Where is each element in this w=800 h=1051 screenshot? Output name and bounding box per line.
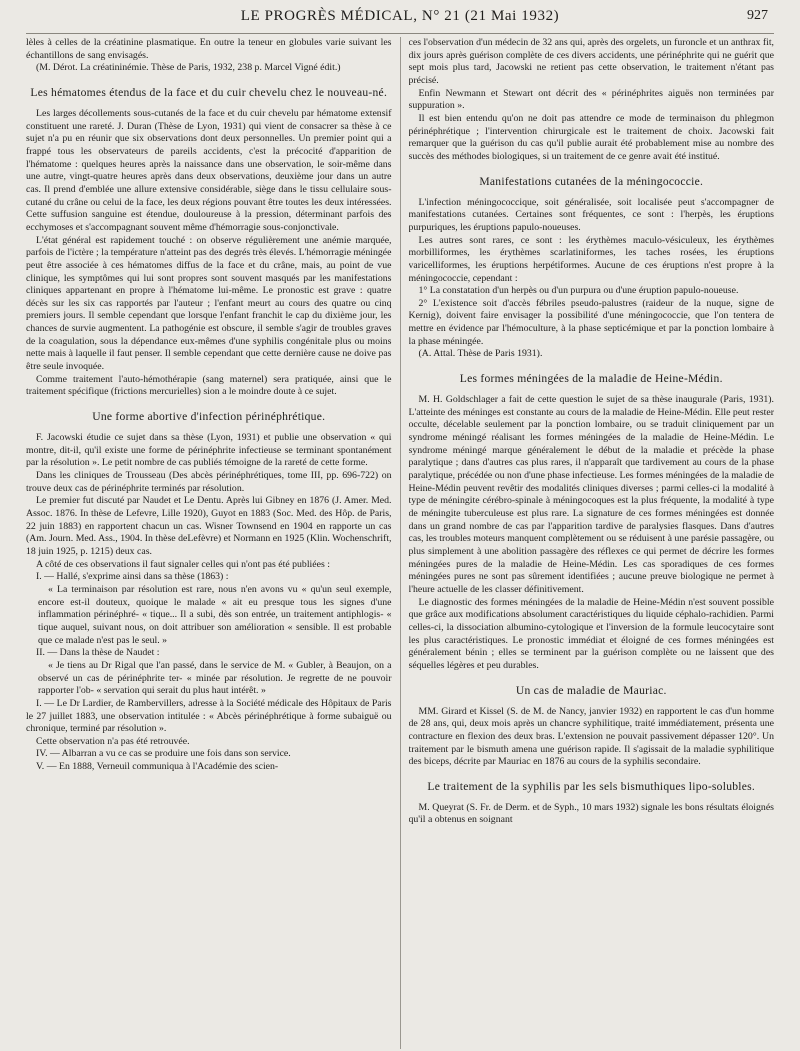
- paragraph: Les larges décollements sous-cutanés de la face et du cuir chevelu par hématome extensif constituent une rareté. J. Duran (Thèse de Lyon, 1931) qui vient de consacrer sa thèse à ce sujet n'a pu en réunir que six observations dont deux personnelles. Un premier point qui a frappé tous les observateurs de pareils accidents, c'est la précocité d'apparition de l'hématome : quelques heures après la naissance dans une observation, le soir-même dans une autre, vingt-quatre heures après dans deux observations, deuxième jour dans un autre cas. Il prend d'emblée une allure extensive considérable, siège dans le tissu cellulaire sous-cutané du crâne ou celui de la face, les deux régions pouvant être toutes les deux intéressées. Cette suffusion sanguine est étendue, douloureuse à la pression, déterminant parfois des ecchymoses et s'accompagnant souvent même d'hémorragie sous-conjonctivale.: [26, 107, 392, 233]
- section-heading: Le traitement de la syphilis par les sels bismuthiques lipo-solubles.: [427, 779, 756, 793]
- paragraph: (A. Attal. Thèse de Paris 1931).: [418, 348, 543, 360]
- paragraph: IV. — Albarran a vu ce cas se produire une fois dans son service.: [36, 748, 291, 760]
- paragraph: I. — Hallé, s'exprime ainsi dans sa thèse (1863) :: [36, 571, 229, 583]
- paragraph: lèles à celles de la créatinine plasmatique. En outre la teneur en globules varie suivant les échantillons de sang envisagés.: [26, 37, 392, 61]
- paragraph: Le premier fut discuté par Naudet et Le Dentu. Après lui Gibney en 1876 (J. Amer. Med. Assoc. 1876. In thèse de Lefevre, Lille 1920), Guyot en 1883 (Soc. Med. des Hôp. de Paris, 22 juin 1883) en rapportent chacun un cas. Wisner Townsend en 1904 en rapporte un cas (Am. Journ. Med. Ass., 1904. In thèse deLefèvre) et Normann en 1925 (Klin. Wochenschrift, 18 juin 1925, p. 1215) deux cas.: [26, 495, 392, 557]
- paragraph: « Je tiens au Dr Rigal que l'an passé, dans le service de M. « Gubler, à Beaujon, on a observé un cas de périnéphrite ter- « minée par résolution. Je regrette de ne pouvoir rapporter l'ob- « servation qui serait du plus haut intérêt. »: [38, 659, 392, 697]
- section-heading: Manifestations cutanées de la méningococcie.: [479, 174, 704, 188]
- paragraph: Le diagnostic des formes méningées de la maladie de Heine-Médin n'est souvent possible que grâce aux modifications absolument caractéristiques du liquide céphalo-rachidien. Parmi celles-ci, la dissociation albumino-cytologique et l'inversion de la formule leucocytaire sont les plus caractéristiques. Le pronostic immédiat et éloigné de ces formes méningées est généralement bénin ; elles se terminent par la guérison complète ou ne laissent que des séquelles légères et peu durables.: [408, 596, 774, 671]
- paragraph: Cette observation n'a pas été retrouvée.: [36, 735, 190, 747]
- journal-title: LE PROGRÈS MÉDICAL, N° 21 (21 Mai 1932): [240, 8, 560, 24]
- section-heading: Les hématomes étendus de la face et du cuir chevelu chez le nouveau-né.: [30, 85, 388, 99]
- paragraph: M. Queyrat (S. Fr. de Derm. et de Syph., 10 mars 1932) signale les bons résultats éloignés qu'il a obtenus en soignant: [408, 801, 774, 826]
- section-heading: Une forme abortive d'infection périnéphrétique.: [92, 410, 326, 424]
- paragraph: A côté de ces observations il faut signaler celles qui n'ont pas été publiées :: [36, 558, 330, 570]
- column-divider: [400, 37, 401, 1049]
- paragraph: I. — Le Dr Lardier, de Rambervillers, adresse à la Société médicale des Hôpitaux de Paris le 27 juillet 1883, une observation intitulée : « Abcès périnéphrétique à forme subaiguë ou chronique, terminé par résolution ».: [26, 697, 392, 735]
- paragraph: MM. Girard et Kissel (S. de M. de Nancy, janvier 1932) en rapportent le cas d'un homme de 28 ans, qui, deux mois après un chancre syphilitique, traité immédiatement, présenta une contracture en flexion des deux bras. L'extension ne pouvait passivement dépasser 120°. Un traitement par le bismuth amena une guérison rapide. Il s'agissait de la maladie syphilitique des biceps, décrite par Mauriac en 1876 au cours de la syphilis secondaire.: [408, 705, 774, 768]
- paragraph: (M. Dérot. La créatininémie. Thèse de Paris, 1932, 238 p. Marcel Vigné édit.): [36, 62, 341, 74]
- paragraph: « La terminaison par résolution est rare, nous n'en avons vu « qu'un seul exemple, encore est-il douteux, quoique le malade « ait eu presque tous les signes d'une inflammation périnéphré- « tique... Il a subi, dès son entrée, un traitement antiphlogis- « tique auquel, suivant nous, on doit attribuer son amélioration « sensible. Il est probable que ce malade n'est pas le seul. »: [38, 583, 392, 646]
- paragraph: V. — En 1888, Verneuil communiqua à l'Académie des scien-: [36, 761, 279, 773]
- paragraph: Comme traitement l'auto-hémothérapie (sang maternel) sera pratiquée, ainsi que le traitement spécifique (frictions mercurielles) sion a le moindre doute à ce sujet.: [26, 373, 392, 398]
- running-header: [26, 0, 774, 34]
- paragraph: F. Jacowski étudie ce sujet dans sa thèse (Lyon, 1931) et publie une observation « qui montre, dit-il, qu'il existe une forme de périnéphrite infectieuse se terminant spontanément par la résolution ». Le petit nombre de cas publiés témoigne de la rareté de cette forme.: [26, 432, 392, 469]
- paragraph: Dans les cliniques de Trousseau (Des abcès périnéphrétiques, tome III, pp. 696-722) on trouve deux cas de périnéphrite terminés par résolution.: [26, 470, 392, 494]
- paragraph: Enfin Newmann et Stewart ont décrit des « périnéphrites aiguës non terminées par suppuration ».: [408, 87, 774, 112]
- section-heading: Un cas de maladie de Mauriac.: [515, 683, 667, 697]
- paragraph: 1° La constatation d'un herpès ou d'un purpura ou d'une éruption papulo-noueuse.: [418, 285, 739, 297]
- page-number: 927: [747, 8, 768, 23]
- paragraph: M. H. Goldschlager a fait de cette question le sujet de sa thèse inaugurale (Paris, 1931). L'atteinte des méninges est constante au cours de la maladie de Heine-Médin. Elle peut rester occulte, décelable seulement par la ponction lombaire, ou se traduit cliniquement par un syndrome méningé réalisant les formes méningées de la maladie de Heine-Médin. Le syndrome méningé marque généralement le début de la maladie et précède la phase paralytique ; dans d'autres cas plus rares, il n'apparaît que tardivement au cours de la phase paralytique, précédée ou non d'une phase infectieuse. Les formes méningées de la maladie de Heine-Médin peuvent revêtir des modalités cliniques diverses ; parmi celles-ci la modalité à type de méningite cérébro-spinale à méningocoques est la plus fréquente, la modalité à type de méningite tuberculeuse est plus rare. La signature de ces formes méningées est donnée dans un grand nombre de cas par l'apparition tardive de paralysies flasques. Dans d'autres cas, les troubles moteurs manquent complètement ou se réduisent à une parésie passagère, ou plus simplement à une abolition passagère des réflexes ce qui permet de décrire les formes méningées pures de la maladie de Heine-Médin. Les cas sporadiques de ces formes méningées pures ne sont pas sûrement identifiées ; aucune preuve biologique ne permet à l'heure actuelle de les classer définitivement.: [408, 394, 774, 595]
- right-column: [409, 37, 775, 1049]
- left-column: [26, 37, 392, 1049]
- paragraph: L'état général est rapidement touché : on observe régulièrement une anémie marquée, parfois de l'ictère ; la température n'atteint pas des degrés très élevés. L'hémorragie méningée peut être associée à ces hématomes diffus de la face et du crâne, mais, au point de vue clinique, les symptômes qui lui sont propres sont souvent masqués par les manifestations cliniques appartenant en propre à l'hématome lui-même. Le pronostic est grave : quatre décès sur les six cas rapportés par l'auteur ; l'enfant meurt au cours des quatre ou cinq premiers jours. Il semble cependant que lorsque l'enfant franchit le cap du dixième jour, les chances de survie augmentent. La pathogénie est obscure, il semble s'agir de troubles graves de la coagulation, sous la dépendance eux-mêmes d'une syphilis congénitale plus ou moins nette mais à laquelle il faut penser. Il semble cependant que cette dernière cause ne doive pas être seule invoquée.: [26, 234, 392, 373]
- paragraph: ces l'observation d'un médecin de 32 ans qui, après des orgelets, un furoncle et un anthrax fit, dix jours après guérison complète de ces divers accidents, une périnéphrite qui ne guérit que sept mois plus tard, Jacowski ne retient pas cette observation, le traitement n'étant pas précisé.: [408, 37, 774, 86]
- paragraph: Il est bien entendu qu'on ne doit pas attendre ce mode de terminaison du phlegmon périnéphrétique ; l'intervention chirurgicale est le traitement de choix. Jacowski fait remarquer que la guérison du cas qu'il publie aurait été probablement mise au nombre des succès des méthodes biologiques, si un traitement de ce genre avait été institué.: [408, 112, 774, 162]
- paragraph: L'infection méningococcique, soit généralisée, soit localisée peut s'accompagner de manifestations cutanées. Certaines sont fréquentes, ce sont : l'herpès, les éruptions purpuriques, les éruptions papulo-noueuses.: [408, 196, 774, 233]
- paragraph: Les autres sont rares, ce sont : les érythèmes maculo-vésiculeux, les érythèmes morbilliformes, les érythèmes scarlatiniformes, les taches rosées, les éruptions varicelliformes, les éruptions herpétiformes. Aucune de ces éruptions n'est propre à la méningococcie, cependant :: [408, 234, 774, 284]
- two-column-body: [26, 37, 774, 1049]
- paragraph: 2° L'existence soit d'accès fébriles pseudo-palustres (raideur de la nuque, signe de Kernig), doivent faire envisager la possibilité d'une méningococcie, que l'on tentera de mettre en évidence par l'hémoculture, à la phase septicémique et par la ponction lombaire à la phase méningée.: [408, 297, 774, 347]
- paragraph: II. — Dans la thèse de Naudet :: [36, 647, 160, 659]
- section-heading: Les formes méningées de la maladie de Heine-Médin.: [459, 372, 723, 386]
